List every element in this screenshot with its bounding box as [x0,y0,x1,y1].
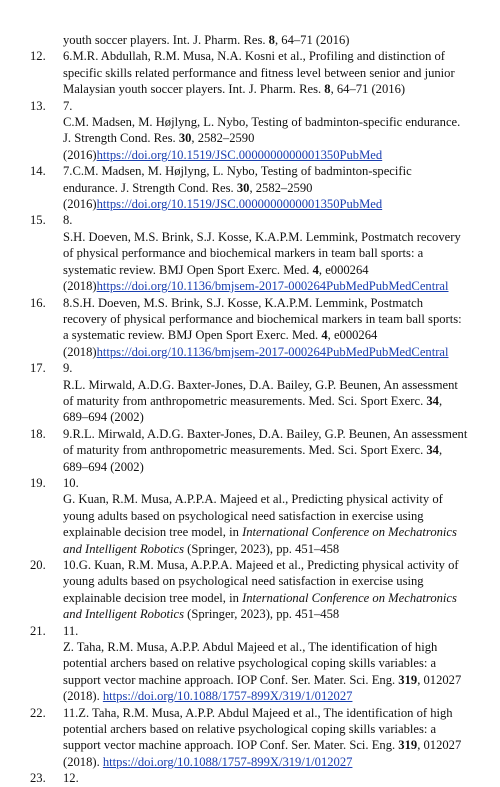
reference-text-segment: , 689–694 (2002) [63,443,443,474]
reference-text-segment: , e000264 (2018) [63,328,378,359]
reference-text-segment: 11.Z. Taha, R.M. Musa, A.P.P. Abdul Majeed et al., The identification of high potential archers based on relative psychological coping skills variables: a support vector machine approach. IOP Conf. Ser. Mater. Sci. Eng. [63,705,453,753]
reference-number: 22. [30,705,46,720]
reference-text [63,557,468,623]
reference-text [63,426,468,475]
reference-number: 18. [30,426,46,441]
volume-number: 8 [324,82,331,97]
reference-text-segment: , 64–71 (2016) [274,33,350,47]
reference-text-segment: (Springer, 2023), pp. 451–458 [184,607,340,622]
doi-link[interactable]: https://doi.org/10.1519/JSC.0000000000001350PubMed [96,197,383,212]
volume-number: 8 [268,33,275,47]
reference-text-segment: (Springer, 2023), pp. 451–458 [184,541,340,556]
reference-text-segment: , 689–694 (2002) [63,393,443,425]
volume-number: 319 [398,738,418,753]
reference-text-segment: 7. [63,98,73,113]
doi-link[interactable]: https://doi.org/10.1136/bmjsem-2017-000264PubMedPubMedCentral [96,344,449,359]
volume-number: 4 [321,328,328,343]
reference-number: 20. [30,558,46,572]
doi-link[interactable]: https://doi.org/10.1136/bmjsem-2017-000264PubMedPubMedCentral [96,279,449,294]
reference-number: 19. [30,475,46,490]
reference-text-segment: , 012027 (2018). [63,672,462,704]
reference-item [30,705,468,771]
reference-item [30,623,468,705]
reference-number: 21. [30,623,46,638]
reference-item [30,426,468,475]
reference-item [30,770,468,786]
volume-number: 30 [178,131,192,146]
reference-item [30,557,468,623]
reference-text [63,770,468,786]
reference-text-segment: 6.M.R. Abdullah, R.M. Musa, N.A. Kosni et al., Profiling and distinction of specific skills related performance and fitness level between senior and junior Malaysian youth soccer players. Int. J. Pharm. Res. [63,49,455,97]
reference-text-segment: , e000264 (2018) [63,262,369,294]
reference-text-segment: 10. [63,475,79,490]
reference-list [30,32,468,787]
reference-text-segment: 9. [63,361,73,376]
reference-text-segment: , 64–71 (2016) [330,82,406,97]
reference-text [63,98,468,164]
volume-number: 34 [426,393,439,408]
reference-text [63,360,468,426]
reference-text [63,295,468,361]
reference-item [30,32,468,48]
reference-item [30,360,468,426]
reference-item [30,98,468,164]
reference-number: 15. [30,213,46,228]
reference-text-segment: C.M. Madsen, M. Højlyng, L. Nybo, Testing of badminton-specific endurance. J. Strength Cond. Res. [63,115,461,146]
reference-text [63,475,468,557]
reference-number: 17. [30,361,46,376]
doi-link[interactable]: https://doi.org/10.1088/1757-899X/319/1/012027 [102,689,353,704]
reference-number: 14. [30,164,46,179]
reference-text [63,705,468,771]
reference-number: 16. [30,295,46,310]
reference-text [63,623,468,705]
reference-text-segment: 7.C.M. Madsen, M. Højlyng, L. Nybo, Testing of badminton-specific endurance. J. Strength Cond. Res. [63,164,412,195]
reference-text-segment: S.H. Doeven, M.S. Brink, S.J. Kosse, K.A.P.M. Lemmink, Postmatch recovery of physical performance and biochemical markers in team ball sports: a systematic review. BMJ Open Sport Exerc. Med. [63,229,461,277]
reference-item [30,48,468,97]
reference-text [63,32,468,48]
proceedings-title: International Conference on Mechatronics and Intelligent Robotics [63,525,457,556]
reference-item [30,163,468,212]
reference-text-segment: 9.R.L. Mirwald, A.D.G. Baxter-Jones, D.A. Bailey, G.P. Beunen, An assessment of maturity from anthropometric measurements. Med. Sci. Sport Exerc. [63,426,468,458]
reference-text-segment: R.L. Mirwald, A.D.G. Baxter-Jones, D.A. Bailey, G.P. Beunen, An assessment of maturity from anthropometric measurements. Med. Sci. Sport Exerc. [63,377,458,408]
reference-text-segment: 11. [63,623,79,638]
reference-text-segment: 12. [63,771,79,786]
reference-number: 23. [30,771,46,786]
reference-text-segment: G. Kuan, R.M. Musa, A.P.P.A. Majeed et al., Predicting physical activity of young adults based on psychological need satisfaction in exercise using explainable decision tree model, in [63,492,443,540]
reference-text [63,212,468,294]
reference-text [63,163,468,212]
doi-link[interactable]: https://doi.org/10.1088/1757-899X/319/1/012027 [102,754,353,769]
reference-item [30,295,468,361]
volume-number: 34 [426,443,439,458]
doi-link[interactable]: https://doi.org/10.1519/JSC.0000000000001350PubMed [96,147,383,162]
reference-number: 12. [30,49,46,64]
reference-text-segment: 8. [63,213,73,228]
reference-text-segment: youth soccer players. Int. J. Pharm. Res. [63,33,269,47]
reference-text-segment: 8.S.H. Doeven, M.S. Brink, S.J. Kosse, K.A.P.M. Lemmink, Postmatch recovery of physical performance and biochemical markers in team ball sports: a systematic review. BMJ Open Sport Exerc. Med. [63,295,462,343]
volume-number: 30 [236,180,250,195]
reference-item [30,212,468,294]
reference-text-segment: , 2582–2590 (2016) [63,131,255,162]
reference-text-segment: , 2582–2590 (2016) [63,180,313,212]
reference-item [30,475,468,557]
reference-text [63,48,468,97]
reference-text-segment: Z. Taha, R.M. Musa, A.P.P. Abdul Majeed et al., The identification of high potential archers based on relative psychological coping skills variables: a support vector machine approach. IOP Conf. Ser. Mater. Sci. Eng. [63,640,438,687]
reference-number: 13. [30,98,46,113]
volume-number: 319 [398,672,418,687]
volume-number: 4 [312,262,319,277]
proceedings-title: International Conference on Mechatronics and Intelligent Robotics [63,590,457,622]
reference-text-segment: , 012027 (2018). [63,738,462,769]
reference-text-segment: 10.G. Kuan, R.M. Musa, A.P.P.A. Majeed et al., Predicting physical activity of young adults based on psychological need satisfaction in exercise using explainable decision tree model, in [63,558,459,605]
